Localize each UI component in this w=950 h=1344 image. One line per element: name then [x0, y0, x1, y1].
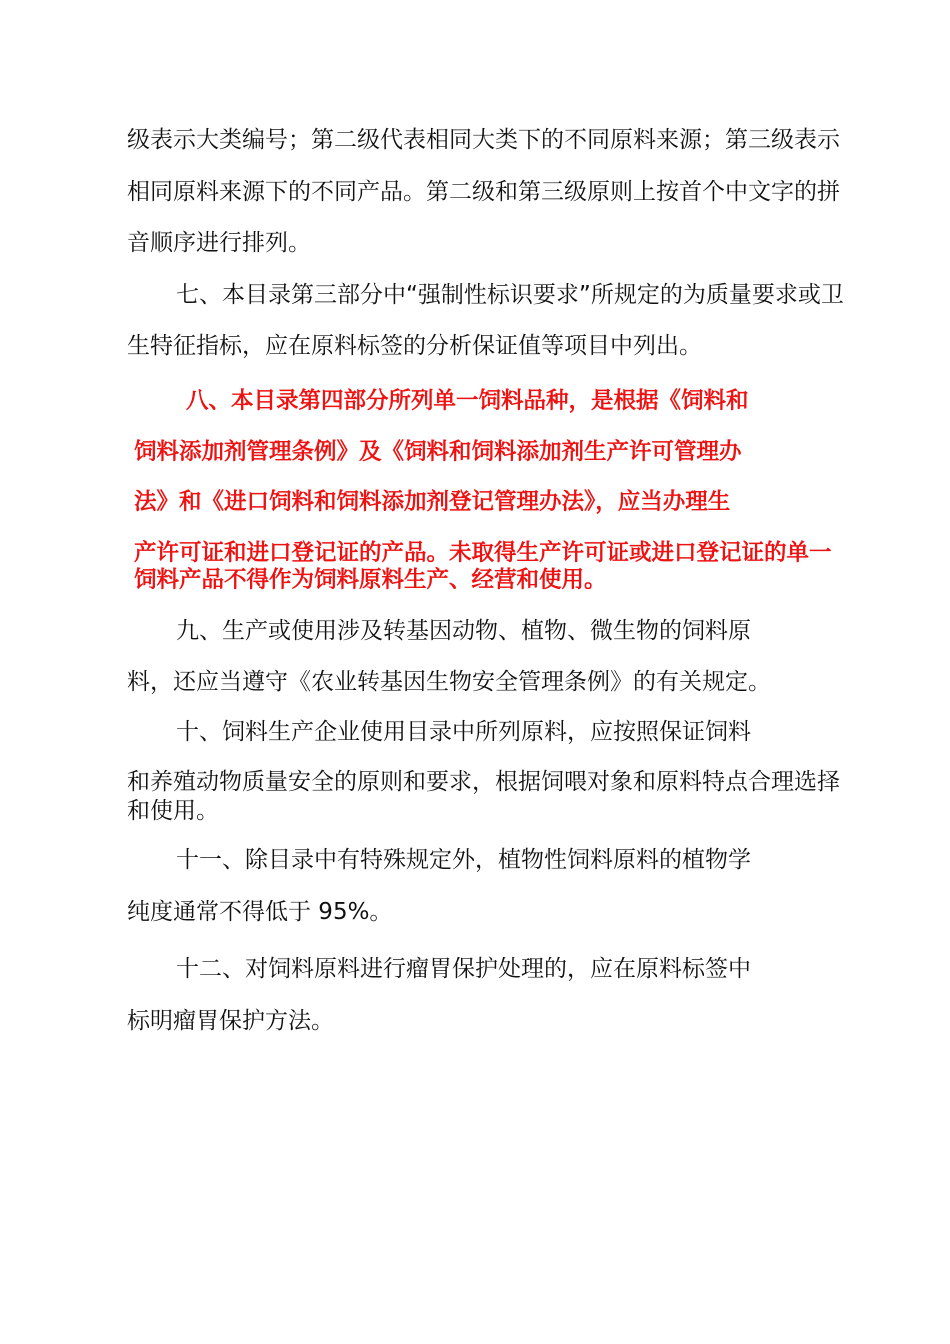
- paragraph-12-line-2: 标明瘤胃保护方法。: [127, 1008, 334, 1034]
- paragraph-11-line-2: 纯度通常不得低于 95%。: [127, 899, 393, 925]
- paragraph-6-line-1: 级表示大类编号；第二级代表相同大类下的不同原料来源；第三级表示: [127, 127, 840, 153]
- paragraph-6-line-2: 相同原料来源下的不同产品。第二级和第三级原则上按首个中文字的拼: [127, 179, 840, 205]
- paragraph-8-line-2: 饲料添加剂管理条例》及《饲料和饲料添加剂生产许可管理办: [134, 439, 742, 465]
- paragraph-8-line-4: 产许可证和进口登记证的产品。未取得生产许可证或进口登记证的单一: [134, 540, 832, 566]
- paragraph-10-line-1: 十、饲料生产企业使用目录中所列原料，应按照保证饲料: [176, 719, 751, 745]
- paragraph-10-line-3: 和使用。: [127, 798, 219, 824]
- paragraph-8-line-1: 八、本目录第四部分所列单一饲料品种，是根据《饲料和: [186, 388, 749, 414]
- paragraph-7-line-1: 七、本目录第三部分中“强制性标识要求”所规定的为质量要求或卫: [176, 282, 844, 308]
- paragraph-8-line-5: 饲料产品不得作为饲料原料生产、经营和使用。: [134, 567, 607, 593]
- paragraph-9-line-1: 九、生产或使用涉及转基因动物、植物、微生物的饲料原: [176, 618, 751, 644]
- paragraph-7-line-2: 生特征指标，应在原料标签的分析保证值等项目中列出。: [127, 333, 702, 359]
- paragraph-11-line-1: 十一、除目录中有特殊规定外，植物性饲料原料的植物学: [176, 847, 751, 873]
- paragraph-12-line-1: 十二、对饲料原料进行瘤胃保护处理的，应在原料标签中: [176, 956, 751, 982]
- paragraph-10-line-2: 和养殖动物质量安全的原则和要求，根据饲喂对象和原料特点合理选择: [127, 769, 840, 795]
- paragraph-9-line-2: 料，还应当遵守《农业转基因生物安全管理条例》的有关规定。: [127, 669, 771, 695]
- paragraph-8-line-3: 法》和《进口饲料和饲料添加剂登记管理办法》，应当办理生: [134, 489, 731, 515]
- paragraph-6-line-3: 音顺序进行排列。: [127, 230, 311, 256]
